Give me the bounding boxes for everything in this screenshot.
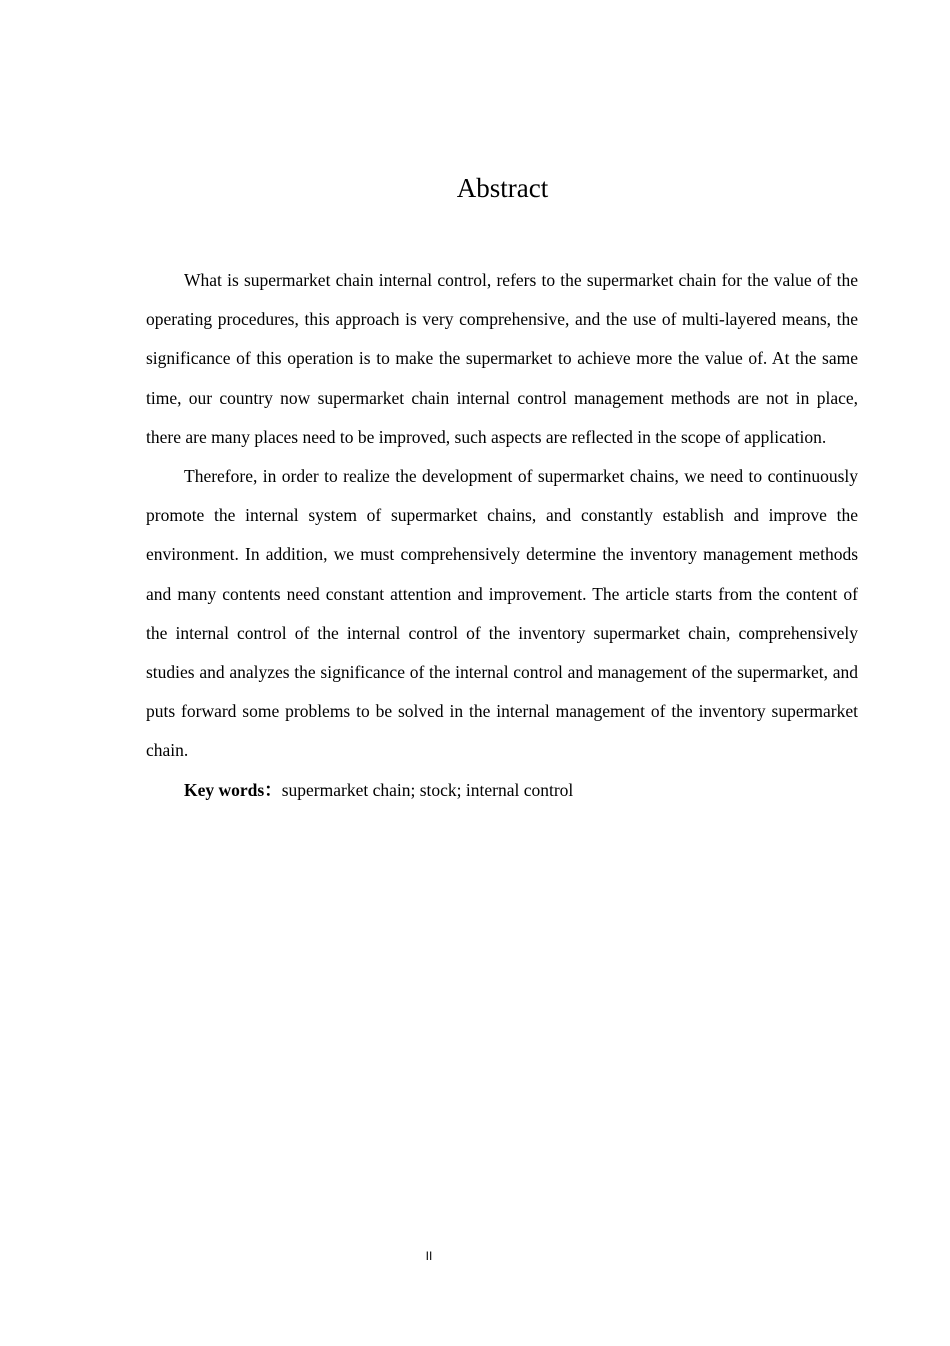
abstract-paragraph-2: Therefore, in order to realize the development of supermarket chains, we need to continuously promote the internal system of supermarket chains, and constantly establish and improve the environment. In addition, we must comprehensively determine the inventory management methods and many contents need constant attention and improvement. The article starts from the content of the internal control of the internal control of the inventory supermarket chain, comprehensively studies and analyzes the significance of the internal control and management of the supermarket, and puts forward some problems to be solved in the internal management of the inventory supermarket chain.	[146, 466, 858, 761]
abstract-paragraph-1: What is supermarket chain internal control, refers to the supermarket chain for the value of the operating procedures, this approach is very comprehensive, and the use of multi-layered means, the significance of this operation is to make the supermarket to achieve more the value of. At the same time, our country now supermarket chain internal control management methods are not in place, there are many places need to be improved, such aspects are reflected in the scope of application.	[146, 270, 858, 447]
keywords-label: Key words：	[184, 779, 282, 800]
keywords-value: supermarket chain; stock; internal control	[281, 779, 574, 800]
page-title: Abstract	[456, 173, 549, 203]
keywords-line	[146, 771, 858, 810]
page-number: II	[425, 1249, 433, 1263]
abstract-body	[146, 261, 858, 810]
